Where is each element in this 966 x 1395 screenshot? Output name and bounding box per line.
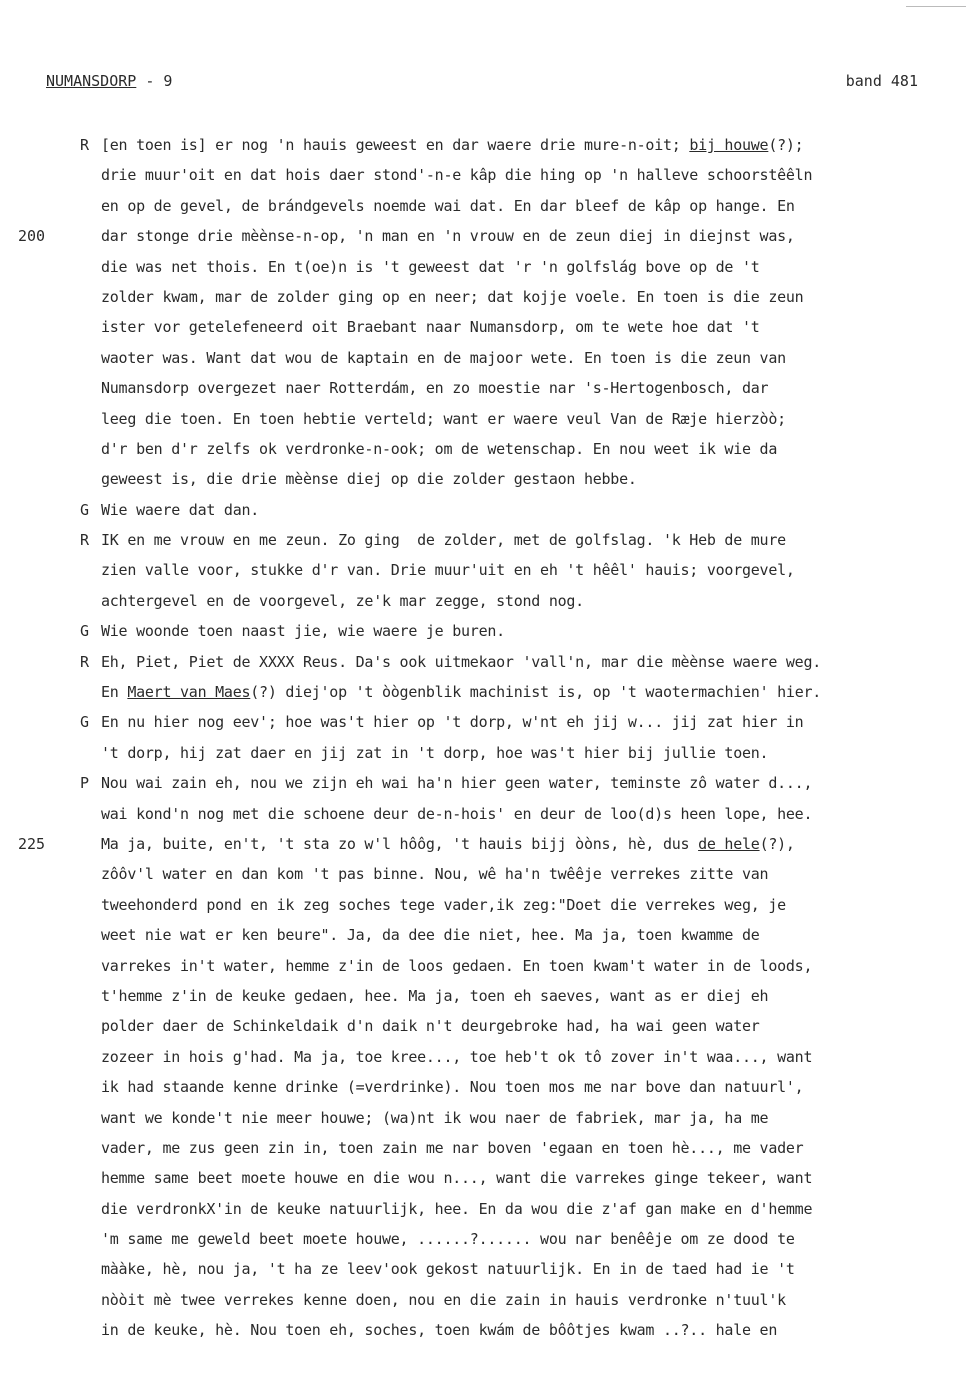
transcript-line (0, 1224, 966, 1254)
transcript-line (0, 434, 966, 464)
line-text: die verdronkX'in de keuke natuurlijk, hee. En da wou die z'af gan make en d'hemme (101, 1199, 813, 1218)
line-text: in de keuke, hè. Nou toen eh, soches, toen kwám de bôôtjes kwam ..?.. hale en (101, 1321, 778, 1340)
speaker-label: P (80, 774, 90, 793)
transcript-line (0, 768, 966, 798)
line-text: 't dorp, hij zat daer en jij zat in 't dorp, hoe was't hier bij jullie toen. (101, 743, 769, 762)
transcript-body (0, 130, 966, 1346)
transcript-line (0, 859, 966, 889)
transcript-line (0, 373, 966, 403)
line-text: zien valle voor, stukke d'r van. Drie muur'uit en eh 't hêêl' hauis; voorgevel, (101, 561, 795, 580)
line-text: zolder kwam, mar de zolder ging op en neer; dat kojje voele. En toen is die zeun (101, 287, 804, 306)
page-header (46, 72, 172, 90)
transcript-line (0, 160, 966, 190)
line-text: drie muur'oit en dat hois daer stond'-n-e kâp die hing op 'n halleve schoorstêêln (101, 166, 813, 185)
line-text: ik had staande kenne drinke (=verdrinke). Nou toen mos me nar bove dan natuurl', (101, 1078, 804, 1097)
transcript-line (0, 738, 966, 768)
line-text: achtergevel en de voorgevel, ze'k mar zegge, stond nog. (101, 591, 584, 610)
transcript-line (0, 586, 966, 616)
line-text: Numansdorp overgezet naer Rotterdám, en zo moestie nar 's-Hertogenbosch, dar (101, 379, 769, 398)
underlined-uncertain-text: Maert van Maes (127, 683, 251, 702)
line-text: waoter was. Want dat wou de kaptain en de majoor wete. En toen is die zeun van (101, 348, 786, 367)
line-text: leeg die toen. En toen hebtie verteld; want er waere veul Van de Ræje hierzòò; (101, 409, 786, 428)
line-text: Nou wai zain eh, nou we zijn eh wai ha'n hier geen water, teminste zô water d..., (101, 774, 813, 793)
line-text: zôôv'l water en dan kom 't pas binne. Nou, wê ha'n twêêje verrekes zitte van (101, 865, 769, 884)
speaker-label: R (80, 652, 90, 671)
line-text: Wie waere dat dan. (101, 500, 260, 519)
transcript-line (0, 1011, 966, 1041)
transcript-line (0, 130, 966, 160)
line-text: vader, me zus geen zin in, toen zain me nar boven 'egaan en toen hè..., me vader (101, 1138, 804, 1157)
line-text: weet nie wat er ken beure". Ja, da dee die niet, hee. Ma ja, toen kwamme de (101, 926, 760, 945)
underlined-uncertain-text: bij houwe (689, 136, 769, 154)
transcript-line (0, 981, 966, 1011)
line-text: d'r ben d'r zelfs ok verdronke-n-ook; om de wetenschap. En nou weet ik wie da (101, 439, 778, 458)
line-text: varrekes in't water, hemme z'in de loos gedaen. En toen kwam't water in de loods, (101, 956, 813, 975)
transcript-line (0, 1285, 966, 1315)
line-text: Eh, Piet, Piet de XXXX Reus. Da's ook uitmekaor 'vall'n, mar die mèènse waere weg. (101, 652, 822, 671)
page-number: - 9 (136, 72, 173, 90)
speaker-label: R (80, 531, 90, 550)
transcript-line (0, 829, 966, 859)
transcript-line (0, 616, 966, 646)
line-text: polder daer de Schinkeldaik d'n daik n't deurgebroke had, ha wai geen water (101, 1017, 760, 1036)
transcript-line (0, 1194, 966, 1224)
line-text: t'hemme z'in de keuke gedaen, hee. Ma ja, toen eh saeves, want as er diej eh (101, 986, 769, 1005)
line-number: 200 (18, 227, 46, 246)
speaker-label: G (80, 500, 90, 519)
transcript-line (0, 312, 966, 342)
speaker-label: R (80, 136, 90, 154)
line-text: 'm same me geweld beet moete houwe, ......?...... wou nar benêêje om ze dood te (101, 1230, 795, 1249)
line-text: zozeer in hois g'had. Ma ja, toe kree..., toe heb't ok tô zover in't waa..., want (101, 1047, 813, 1066)
line-text: En Maert van Maes(?) diej'op 't òògenblik machinist is, op 't waotermachien' hier. (101, 683, 822, 702)
speaker-label: G (80, 622, 90, 641)
transcript-line (0, 495, 966, 525)
transcript-line (0, 221, 966, 251)
line-text: en op de gevel, de brándgevels noemde wai dat. En dar bleef de kâp op hange. En (101, 196, 795, 215)
transcript-line (0, 252, 966, 282)
line-text: Ma ja, buite, en't, 't sta zo w'l hôôg, 't hauis bijj òòns, hè, dus de hele(?), (101, 834, 795, 853)
transcript-line (0, 890, 966, 920)
transcript-line (0, 1254, 966, 1284)
line-text: geweest is, die drie mèènse diej op die zolder gestaon hebbe. (101, 470, 637, 489)
line-text: IK en me vrouw en me zeun. Zo ging de zolder, met de golfslag. 'k Heb de mure (101, 531, 786, 550)
transcript-line (0, 1163, 966, 1193)
line-text: wai kond'n nog met die schoene deur de-n-hois' en deur de loo(d)s heen lope, hee. (101, 804, 813, 823)
line-text: hemme same beet moete houwe en die wou n..., want die varrekes ginge tekeer, want (101, 1169, 813, 1188)
transcript-line (0, 343, 966, 373)
line-text: Wie woonde toen naast jie, wie waere je buren. (101, 622, 505, 641)
line-text: mààke, hè, nou ja, 't ha ze leev'ook gekost natuurlijk. En in de taed had ie 't (101, 1260, 795, 1279)
transcript-line (0, 1315, 966, 1345)
line-number: 225 (18, 834, 46, 853)
line-text: En nu hier nog eev'; hoe was't hier op 't dorp, w'nt eh jij w... jij zat hier in (101, 713, 804, 732)
band-label: band 481 (845, 72, 918, 90)
document-title: NUMANSDORP (46, 72, 137, 90)
transcript-line (0, 191, 966, 221)
line-text: ister vor getelefeneerd oit Braebant naar Numansdorp, om te wete hoe dat 't (101, 318, 760, 337)
line-text: [en toen is] er nog 'n hauis geweest en dar waere drie mure-n-oit; bij houwe(?); (101, 136, 804, 154)
transcript-line (0, 525, 966, 555)
transcript-line (0, 677, 966, 707)
line-text: tweehonderd pond en ik zeg soches tege vader,ik zeg:"Doet die verrekes weg, je (101, 895, 786, 914)
top-rule (906, 6, 966, 7)
transcript-line (0, 920, 966, 950)
speaker-label: G (80, 713, 90, 732)
transcript-line (0, 647, 966, 677)
transcript-line (0, 404, 966, 434)
transcript-line (0, 464, 966, 494)
transcript-line (0, 951, 966, 981)
line-text: die was net thois. En t(oe)n is 't geweest dat 'r 'n golfslág bove op de 't (101, 257, 760, 276)
line-text: dar stonge drie mèènse-n-op, 'n man en 'n vrouw en de zeun diej in diejnst was, (101, 227, 795, 246)
underlined-uncertain-text: de hele (698, 834, 760, 853)
line-text: want we konde't nie meer houwe; (wa)nt ik wou naer de fabriek, mar ja, ha me (101, 1108, 769, 1127)
transcript-line (0, 1072, 966, 1102)
transcript-line (0, 1103, 966, 1133)
transcript-line (0, 555, 966, 585)
transcript-line (0, 799, 966, 829)
line-text: nòòit mè twee verrekes kenne doen, nou en die zain in hauis verdronke n'tuul'k (101, 1290, 786, 1309)
transcript-line (0, 707, 966, 737)
transcript-line (0, 1042, 966, 1072)
transcript-line (0, 282, 966, 312)
transcript-line (0, 1133, 966, 1163)
